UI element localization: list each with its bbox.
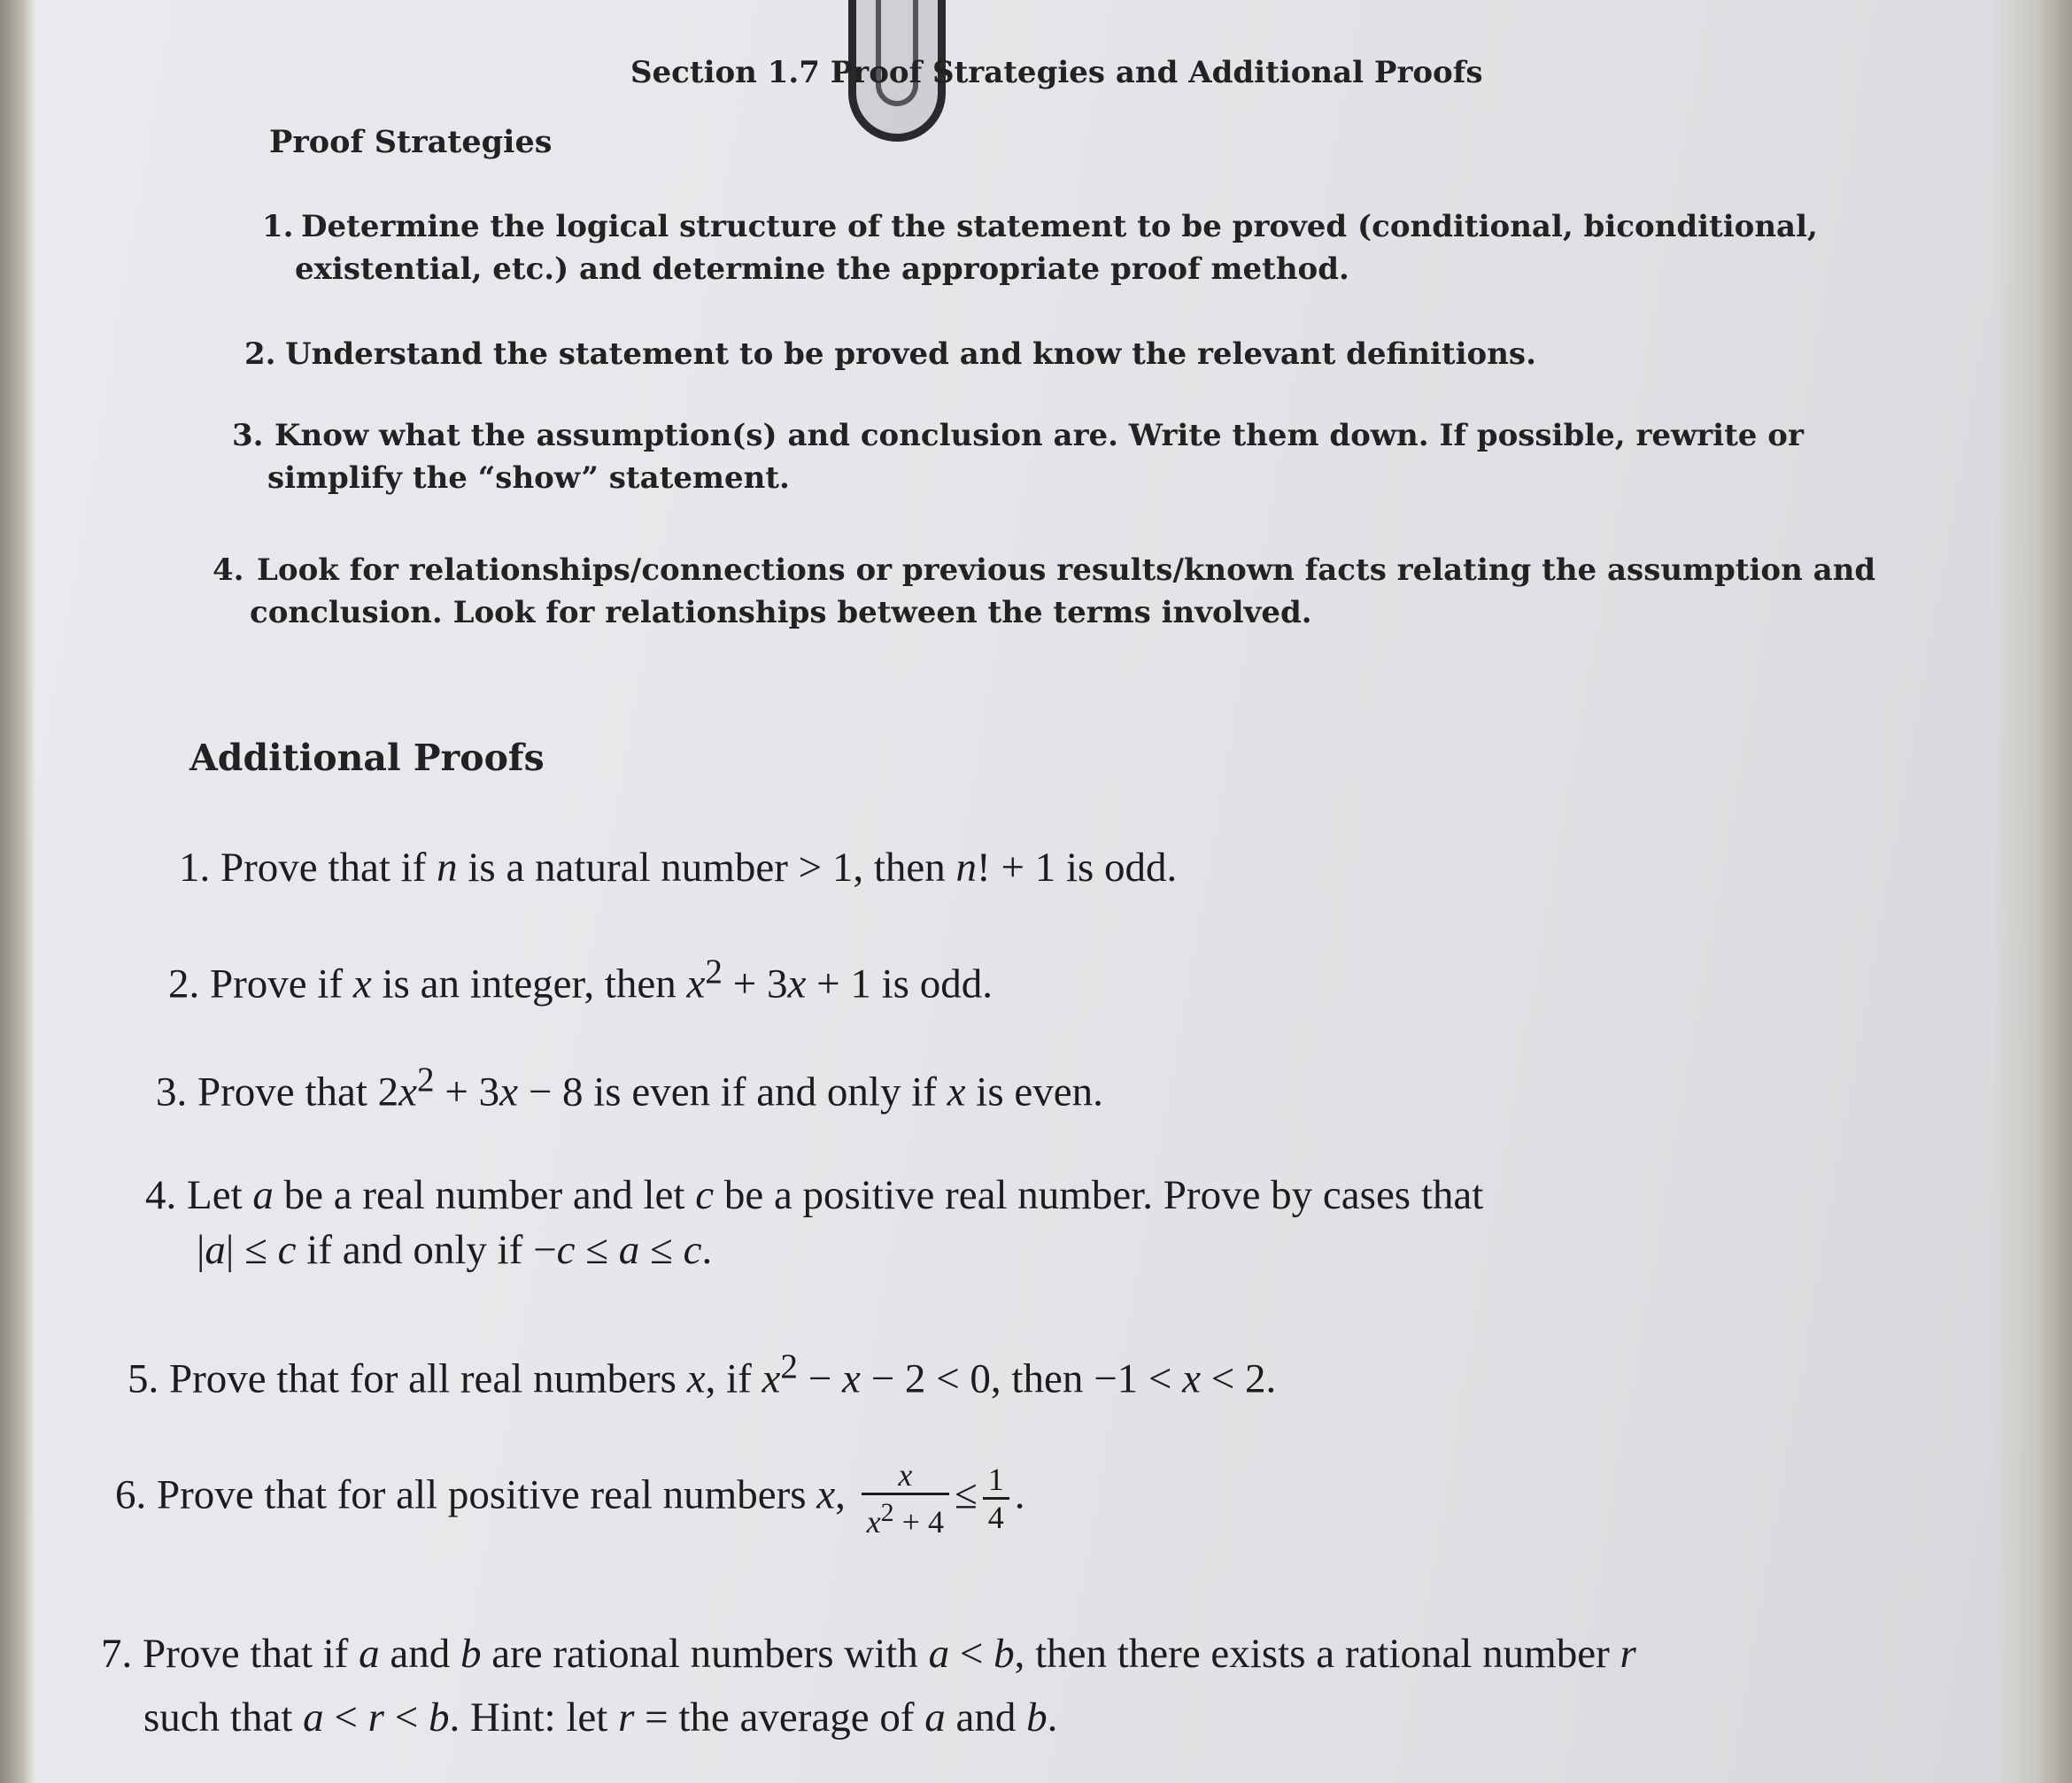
proof-6: 6. Prove that for all positive real numbers x, $\frac{x}{x^2 + 4}$ ≤ $\frac{1}{4}$ . — [115, 1457, 1025, 1540]
page-title: Section 1.7 Proof Strategies and Additional Proofs — [630, 55, 1483, 90]
proof-3: 3. Prove that $2x^2 + 3x - 8$ is even if and only if x is even. — [156, 1061, 1103, 1115]
proof-2: 2. Prove if x is an integer, then $x^2 + 3x + 1$ is odd. — [168, 953, 993, 1007]
proof-4-line1: 4. Let a be a real number and let c be a positive real number. Prove by cases that — [145, 1172, 1484, 1218]
proof-1: 1. Prove that if n is a natural number > 1, then n! + 1 is odd. — [179, 845, 1178, 891]
proof-7-line1: 7. Prove that if a and b are rational numbers with a < b, then there exists a rational number r — [101, 1631, 1636, 1677]
strategy-3-line1: Know what the assumption(s) and conclusion are. Write them down. If possible, rewrite or — [274, 418, 1804, 453]
fraction-x-over-x2-plus-4: $\frac{x}{x^2 + 4}$ — [862, 1457, 949, 1540]
proof-5: 5. Prove that for all real numbers x, if $x^2 - x - 2 < 0$, then −1 < x < 2. — [128, 1347, 1277, 1402]
strategy-1-number: 1. — [262, 209, 294, 244]
strategy-2-number: 2. — [244, 336, 276, 372]
strategy-1-line1: Determine the logical structure of the statement to be proved (conditional, biconditional, — [301, 209, 1818, 244]
strategy-4-line2: conclusion. Look for relationships between the terms involved. — [250, 595, 1312, 630]
strategy-3-line2: simplify the “show” statement. — [267, 460, 790, 496]
strategy-4-number: 4. — [213, 552, 244, 588]
strategy-3-number: 3. — [232, 418, 264, 453]
strategy-1-line2: existential, etc.) and determine the appropriate proof method. — [295, 251, 1349, 287]
proof-4-line2: |a| ≤ c if and only if −c ≤ a ≤ c. — [197, 1227, 713, 1273]
fraction-one-quarter: $\frac{1}{4}$ — [983, 1462, 1009, 1535]
strategy-2-line1: Understand the statement to be proved and know the relevant definitions. — [285, 336, 1536, 372]
proof-7-line2: such that a < r < b. Hint: let r = the average of a and b. — [143, 1694, 1058, 1741]
strategy-4-line1: Look for relationships/connections or previous results/known facts relating the assumption and — [257, 552, 1876, 588]
paper-clip-inner — [876, 0, 918, 106]
additional-proofs-heading: Additional Proofs — [189, 737, 545, 779]
strategies-heading: Proof Strategies — [269, 124, 553, 160]
